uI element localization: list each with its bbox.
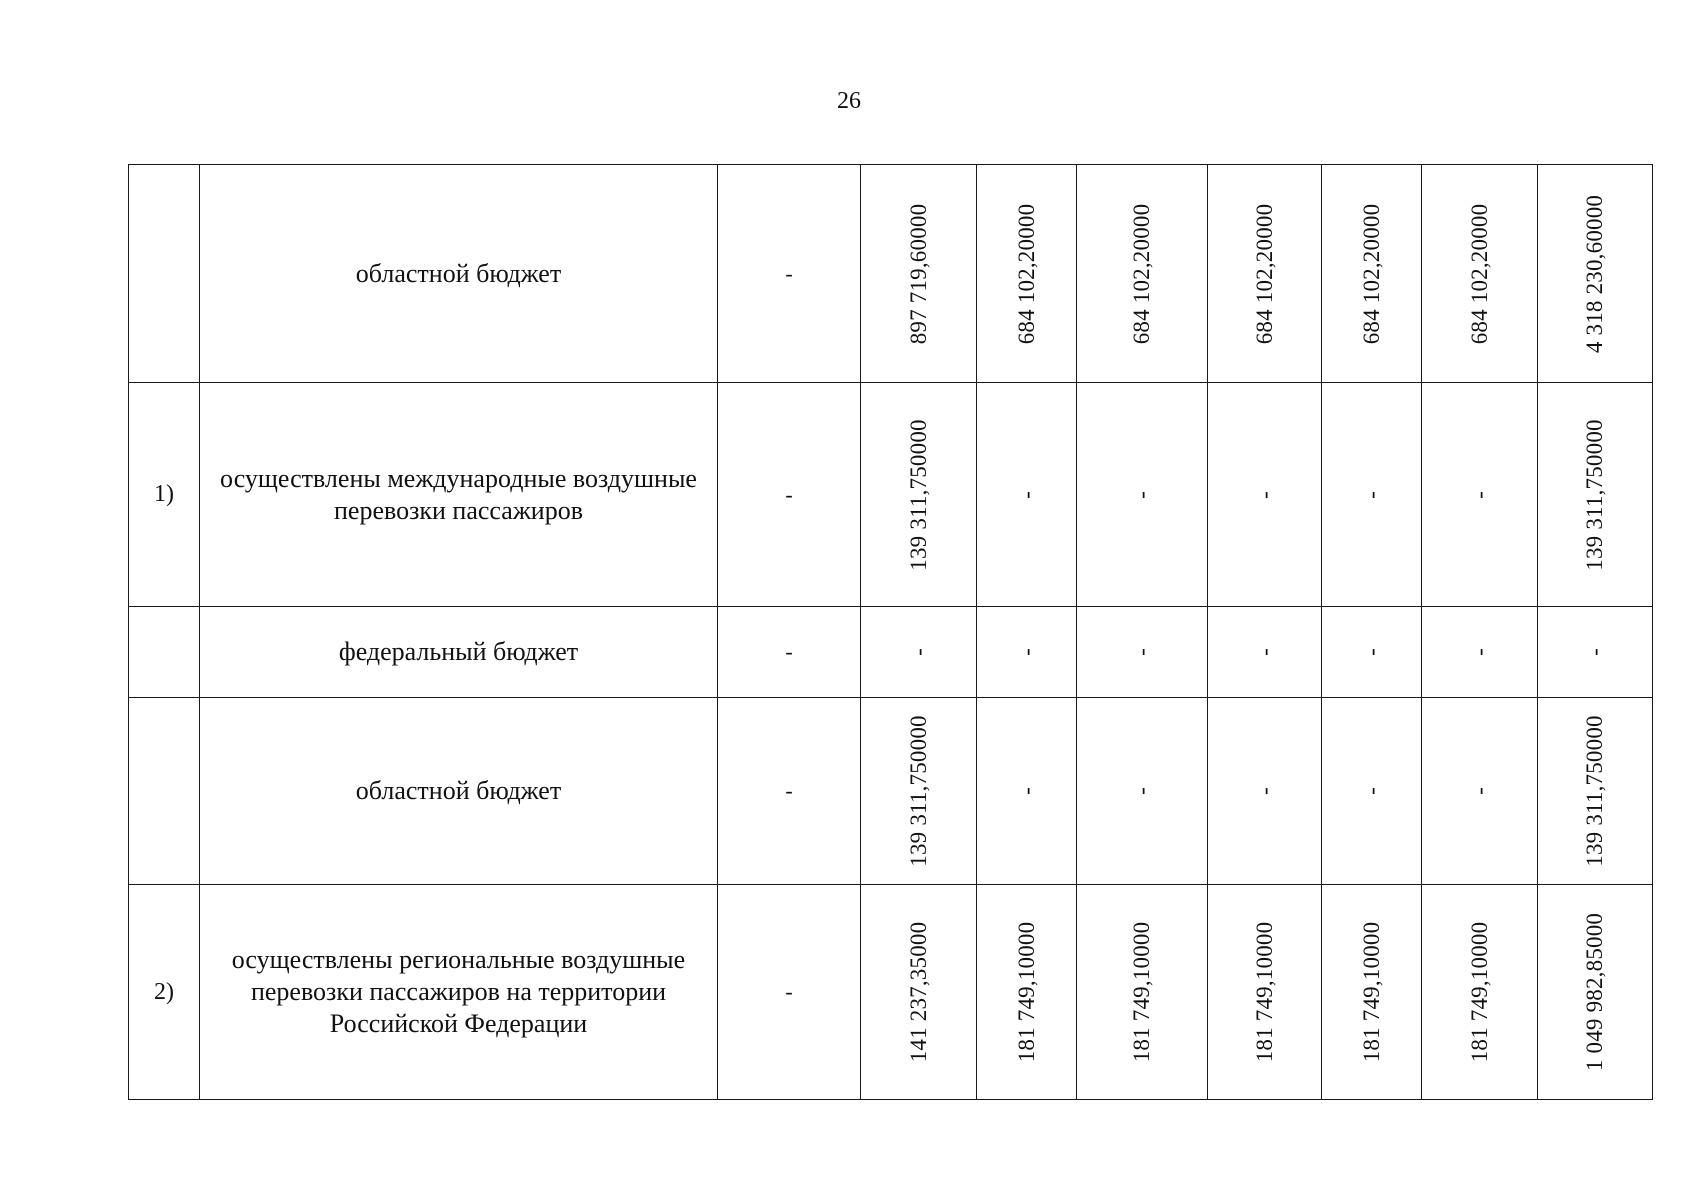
row-description: осуществлены международные воздушные перевозки пассажиров xyxy=(200,383,718,607)
value-text: - xyxy=(1251,787,1277,795)
budget-table xyxy=(128,164,1653,1100)
value-text: 181 749,10000 xyxy=(1251,921,1277,1063)
value-text: - xyxy=(1129,490,1154,499)
value-cell xyxy=(1538,607,1653,698)
value-cell xyxy=(1208,698,1322,885)
row-code: - xyxy=(718,698,861,885)
value-cell xyxy=(1322,383,1422,607)
value-text: - xyxy=(1013,648,1039,656)
value-cell xyxy=(1077,885,1208,1100)
value-text: - xyxy=(1251,648,1277,656)
value-cell xyxy=(1077,383,1208,607)
value-text: 181 749,10000 xyxy=(1358,921,1384,1063)
value-text: 4 318 230,60000 xyxy=(1582,194,1607,353)
value-cell xyxy=(1208,885,1322,1100)
value-cell xyxy=(861,383,977,607)
value-text: 684 102,20000 xyxy=(1251,203,1277,344)
value-cell xyxy=(861,698,977,885)
value-text: - xyxy=(1582,648,1607,656)
value-text: 684 102,20000 xyxy=(1013,203,1039,344)
row-number: 2) xyxy=(129,885,200,1100)
table-row xyxy=(129,607,1653,698)
value-cell xyxy=(1077,165,1208,383)
value-cell xyxy=(861,165,977,383)
value-cell xyxy=(977,885,1077,1100)
row-description: областной бюджет xyxy=(200,698,718,885)
value-text: 684 102,20000 xyxy=(1358,203,1384,344)
value-text: 139 311,750000 xyxy=(1582,418,1607,571)
value-cell xyxy=(977,698,1077,885)
value-text: - xyxy=(1358,490,1384,499)
page-number: 26 xyxy=(837,88,861,114)
value-text: - xyxy=(1466,787,1492,795)
row-description: осуществлены региональные воздушные перевозки пассажиров на территории Российской Федерации xyxy=(200,885,718,1100)
value-text: 139 311,750000 xyxy=(905,715,931,867)
value-text: - xyxy=(1358,648,1384,656)
value-text: - xyxy=(905,648,931,656)
value-text: - xyxy=(1466,490,1492,499)
value-cell xyxy=(1322,607,1422,698)
value-text: 684 102,20000 xyxy=(1466,203,1492,344)
value-cell xyxy=(1538,885,1653,1100)
value-text: - xyxy=(1251,490,1277,499)
value-text: 684 102,20000 xyxy=(1129,203,1154,344)
value-text: - xyxy=(1129,787,1154,795)
value-cell xyxy=(861,607,977,698)
value-text: 181 749,10000 xyxy=(1466,921,1492,1063)
value-text: 181 749,10000 xyxy=(1013,921,1039,1063)
value-cell xyxy=(1422,698,1538,885)
row-number: 1) xyxy=(129,383,200,607)
value-cell xyxy=(1077,607,1208,698)
value-cell xyxy=(861,885,977,1100)
value-text: 181 749,10000 xyxy=(1129,921,1154,1063)
table-row xyxy=(129,885,1653,1100)
table-row xyxy=(129,165,1653,383)
value-cell xyxy=(977,383,1077,607)
table-row xyxy=(129,383,1653,607)
value-text: - xyxy=(1466,648,1492,656)
value-text: - xyxy=(1013,490,1039,499)
value-text: 141 237,35000 xyxy=(905,921,931,1063)
value-cell xyxy=(1077,698,1208,885)
value-text: - xyxy=(1358,787,1384,795)
row-description: областной бюджет xyxy=(200,165,718,383)
value-cell xyxy=(1322,165,1422,383)
row-code: - xyxy=(718,607,861,698)
value-cell xyxy=(1322,885,1422,1100)
value-cell xyxy=(1422,607,1538,698)
row-number xyxy=(129,607,200,698)
value-cell xyxy=(1422,383,1538,607)
value-cell xyxy=(977,165,1077,383)
row-number xyxy=(129,165,200,383)
value-cell xyxy=(1208,607,1322,698)
value-text: 139 311,750000 xyxy=(905,418,931,571)
row-code: - xyxy=(718,383,861,607)
value-cell xyxy=(1538,383,1653,607)
value-cell xyxy=(1538,165,1653,383)
value-cell xyxy=(1208,165,1322,383)
value-cell xyxy=(1422,885,1538,1100)
value-text: 897 719,60000 xyxy=(905,203,931,344)
value-text: - xyxy=(1129,648,1154,656)
value-text: 139 311,750000 xyxy=(1582,715,1607,867)
value-cell xyxy=(1538,698,1653,885)
value-cell xyxy=(977,607,1077,698)
row-code: - xyxy=(718,165,861,383)
row-code: - xyxy=(718,885,861,1100)
value-text: 1 049 982,85000 xyxy=(1582,912,1607,1072)
value-cell xyxy=(1208,383,1322,607)
value-cell xyxy=(1422,165,1538,383)
row-description: федеральный бюджет xyxy=(200,607,718,698)
row-number xyxy=(129,698,200,885)
table-row xyxy=(129,698,1653,885)
value-cell xyxy=(1322,698,1422,885)
value-text: - xyxy=(1013,787,1039,795)
